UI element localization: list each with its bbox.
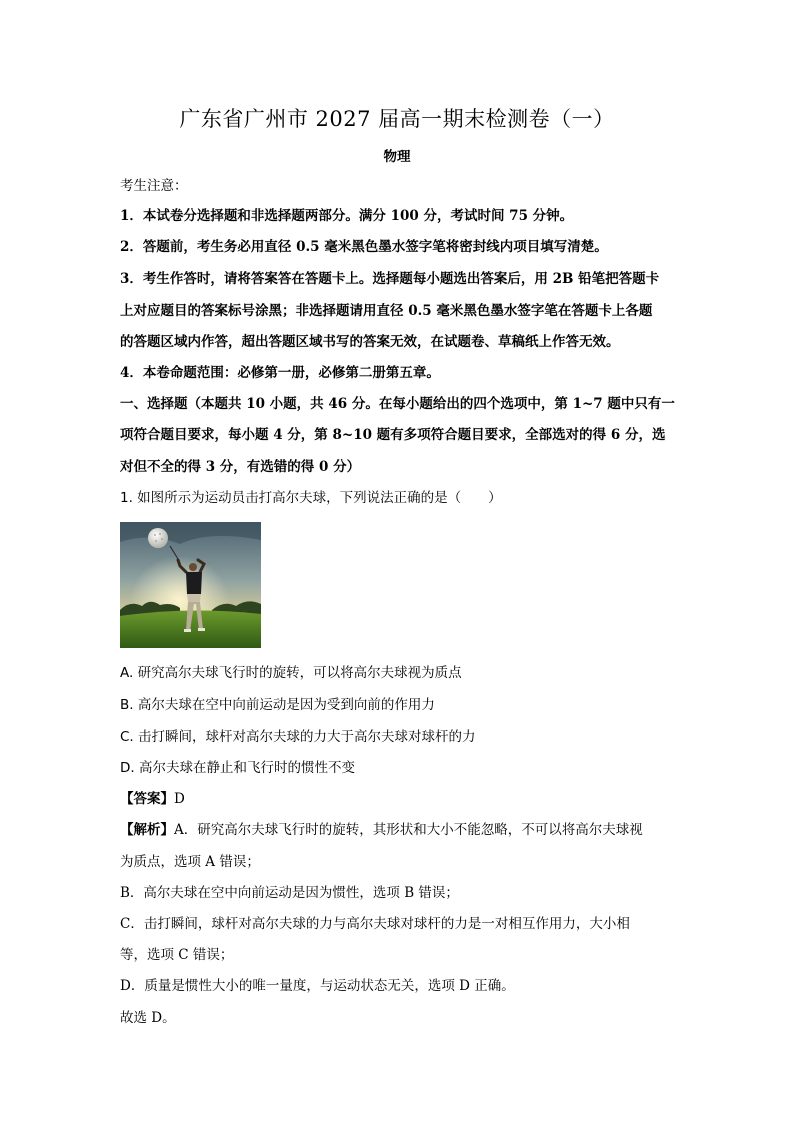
option-d: D. 高尔夫球在静止和飞行时的惯性不变 bbox=[120, 760, 355, 776]
analysis-line-2: 为质点，选项 A 错误； bbox=[120, 854, 260, 870]
notice-item-3: 3．考生作答时，请将答案答在答题卡上。选择题每小题选出答案后，用 2B 铅笔把答题卡 bbox=[120, 271, 660, 287]
notice-item-3-cont-2: 的答题区域内作答，超出答题区域书写的答案无效，在试题卷、草稿纸上作答无效。 bbox=[120, 334, 620, 350]
analysis-line-3: B．高尔夫球在空中向前运动是因为惯性，选项 B 错误； bbox=[120, 885, 459, 901]
option-c: C. 击打瞬间，球杆对高尔夫球的力大于高尔夫球对球杆的力 bbox=[120, 729, 476, 745]
question1-stem: 1. 如图所示为运动员击打高尔夫球，下列说法正确的是（ ） bbox=[120, 490, 502, 506]
exam-title: 广东省广州市 2027 届高一期末检测卷（一） bbox=[179, 107, 615, 131]
section1-instruction-3: 对但不全的得 3 分，有选错的得 0 分） bbox=[120, 459, 361, 475]
analysis-line-5: 等，选项 C 错误； bbox=[120, 947, 234, 963]
notice-heading: 考生注意： bbox=[120, 178, 188, 194]
golfer-photo bbox=[120, 522, 261, 648]
notice-item-4: 4．本卷命题范围：必修第一册，必修第二册第五章。 bbox=[120, 365, 440, 381]
answer-line bbox=[120, 790, 680, 808]
analysis-line-1 bbox=[120, 821, 680, 839]
analysis-conclusion: 故选 D。 bbox=[120, 1010, 176, 1026]
subject-title: 物理 bbox=[383, 149, 411, 165]
section1-instruction-2: 项符合题目要求，每小题 4 分，第 8~10 题有多项符合题目要求，全部选对的得 6 分，选 bbox=[120, 427, 666, 443]
answer-value: D bbox=[174, 791, 185, 807]
section1-instruction-1: 一、选择题（本题共 10 小题，共 46 分。在每小题给出的四个选项中，第 1~7 题中只有一 bbox=[120, 396, 675, 412]
answer-label: 【答案】 bbox=[120, 791, 174, 807]
notice-item-2: 2．答题前，考生务必用直径 0.5 毫米黑色墨水签字笔将密封线内项目填写清楚。 bbox=[120, 239, 608, 255]
analysis-line-6: D．质量是惯性大小的唯一量度，与运动状态无关，选项 D 正确。 bbox=[120, 978, 515, 994]
notice-item-1: 1．本试卷分选择题和非选择题两部分。满分 100 分，考试时间 75 分钟。 bbox=[120, 208, 574, 224]
option-b: B. 高尔夫球在空中向前运动是因为受到向前的作用力 bbox=[120, 697, 435, 713]
analysis-line-4: C．击打瞬间，球杆对高尔夫球的力与高尔夫球对球杆的力是一对相互作用力，大小相 bbox=[120, 916, 630, 932]
option-a: A. 研究高尔夫球飞行时的旋转，可以将高尔夫球视为质点 bbox=[120, 665, 462, 681]
analysis-label: 【解析】 bbox=[120, 822, 174, 838]
notice-item-3-cont-1: 上对应题目的答案标号涂黑；非选择题请用直径 0.5 毫米黑色墨水签字笔在答题卡上各题 bbox=[120, 303, 653, 319]
analysis-text-1: A．研究高尔夫球飞行时的旋转，其形状和大小不能忽略，不可以将高尔夫球视 bbox=[174, 822, 643, 838]
